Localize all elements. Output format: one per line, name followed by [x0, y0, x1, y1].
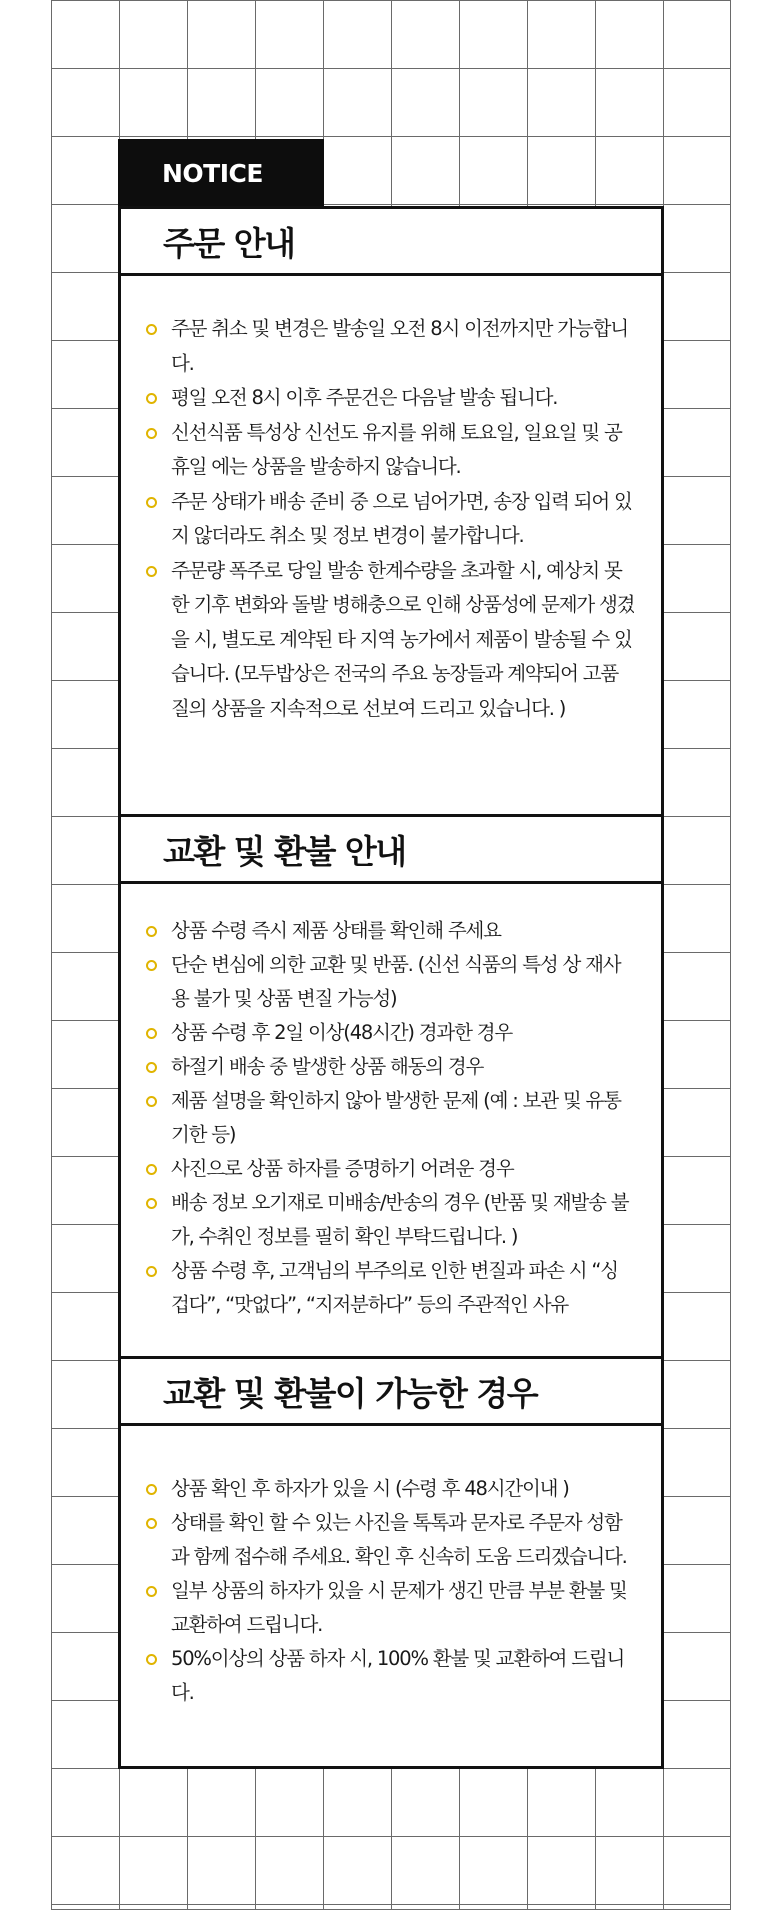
list-item-text: 단순 변심에 의한 교환 및 반품. (신선 식품의 특성 상 재사용 불가 및 상품 변질 가능성)	[171, 953, 621, 1010]
list-item-text: 주문량 폭주로 당일 발송 한계수량을 초과할 시, 예상치 못한 기후 변화와 돌발 병해충으로 인해 상품성에 문제가 생겼을 시, 별도로 계약된 타 지역 농가에서 제품이 발송될 수 있습니다. (모두밥상은 전국의 주요 농장들과 계약되어 고품질의 상품을 지속적으로 선보여 드리고 있습니다. )	[171, 558, 635, 720]
list-item-text: 제품 설명을 확인하지 않아 발생한 문제 (예 : 보관 및 유통기한 등)	[171, 1089, 621, 1146]
bullet-icon	[146, 566, 157, 577]
bullet-icon	[146, 1164, 157, 1175]
notice-label: NOTICE	[118, 139, 324, 207]
list-item	[143, 1472, 635, 1506]
bullet-icon	[146, 497, 157, 508]
list-item	[143, 485, 635, 554]
section-title: 교환 및 환불 안내	[121, 817, 661, 884]
bullet-icon	[146, 1654, 157, 1665]
list-item-text: 주문 취소 및 변경은 발송일 오전 8시 이전까지만 가능합니다.	[171, 317, 628, 375]
list-item-text: 주문 상태가 배송 준비 중 으로 넘어가면, 송장 입력 되어 있지 않더라도 취소 및 정보 변경이 불가합니다.	[171, 489, 632, 547]
exchange-refund-list	[121, 884, 661, 1322]
bullet-icon	[146, 1096, 157, 1107]
bullet-icon	[146, 960, 157, 971]
bullet-icon	[146, 1266, 157, 1277]
refund-possible-section	[118, 1356, 664, 1769]
bullet-icon	[146, 1484, 157, 1495]
order-info-list	[121, 276, 661, 726]
bullet-icon	[146, 393, 157, 404]
list-item-text: 일부 상품의 하자가 있을 시 문제가 생긴 만큼 부분 환불 및 교환하여 드립니다.	[171, 1579, 627, 1636]
bullet-icon	[146, 1586, 157, 1597]
list-item-text: 상태를 확인 할 수 있는 사진을 톡톡과 문자로 주문자 성함과 함께 접수해 주세요. 확인 후 신속히 도움 드리겠습니다.	[171, 1511, 627, 1568]
list-item	[143, 1506, 635, 1574]
list-item	[143, 1574, 635, 1642]
list-item-text: 신선식품 특성상 신선도 유지를 위해 토요일, 일요일 및 공휴일 에는 상품을 발송하지 않습니다.	[171, 420, 622, 478]
order-info-section	[118, 206, 664, 818]
list-item	[143, 1254, 635, 1322]
list-item-text: 상품 수령 즉시 제품 상태를 확인해 주세요	[171, 919, 501, 942]
list-item-text: 50%이상의 상품 하자 시, 100% 환불 및 교환하여 드립니다.	[171, 1647, 625, 1704]
list-item	[143, 1152, 635, 1186]
list-item	[143, 381, 635, 416]
bullet-icon	[146, 1028, 157, 1039]
list-item	[143, 1050, 635, 1084]
list-item-text: 하절기 배송 중 발생한 상품 해동의 경우	[171, 1055, 484, 1078]
list-item	[143, 1186, 635, 1254]
exchange-refund-section	[118, 814, 664, 1360]
section-title: 주문 안내	[121, 209, 661, 276]
list-item-text: 평일 오전 8시 이후 주문건은 다음날 발송 됩니다.	[171, 386, 558, 409]
list-item-text: 배송 정보 오기재로 미배송/반송의 경우 (반품 및 재발송 불가, 수취인 정보를 필히 확인 부탁드립니다. )	[171, 1191, 629, 1248]
section-title: 교환 및 환불이 가능한 경우	[121, 1359, 661, 1426]
list-item	[143, 1642, 635, 1710]
list-item	[143, 1084, 635, 1152]
bullet-icon	[146, 1198, 157, 1209]
bullet-icon	[146, 926, 157, 937]
bullet-icon	[146, 324, 157, 335]
list-item-text: 상품 수령 후, 고객님의 부주의로 인한 변질과 파손 시 “싱겁다”, “맛없다”, “지저분하다” 등의 주관적인 사유	[171, 1259, 618, 1316]
list-item-text: 상품 확인 후 하자가 있을 시 (수령 후 48시간이내 )	[171, 1477, 569, 1500]
list-item	[143, 948, 635, 1016]
list-item	[143, 1016, 635, 1050]
bullet-icon	[146, 1062, 157, 1073]
refund-possible-list	[121, 1426, 661, 1710]
bullet-icon	[146, 428, 157, 439]
list-item	[143, 914, 635, 948]
list-item	[143, 416, 635, 485]
bullet-icon	[146, 1518, 157, 1529]
list-item-text: 사진으로 상품 하자를 증명하기 어려운 경우	[171, 1157, 514, 1180]
list-item	[143, 312, 635, 381]
list-item	[143, 554, 635, 727]
list-item-text: 상품 수령 후 2일 이상(48시간) 경과한 경우	[171, 1021, 512, 1044]
